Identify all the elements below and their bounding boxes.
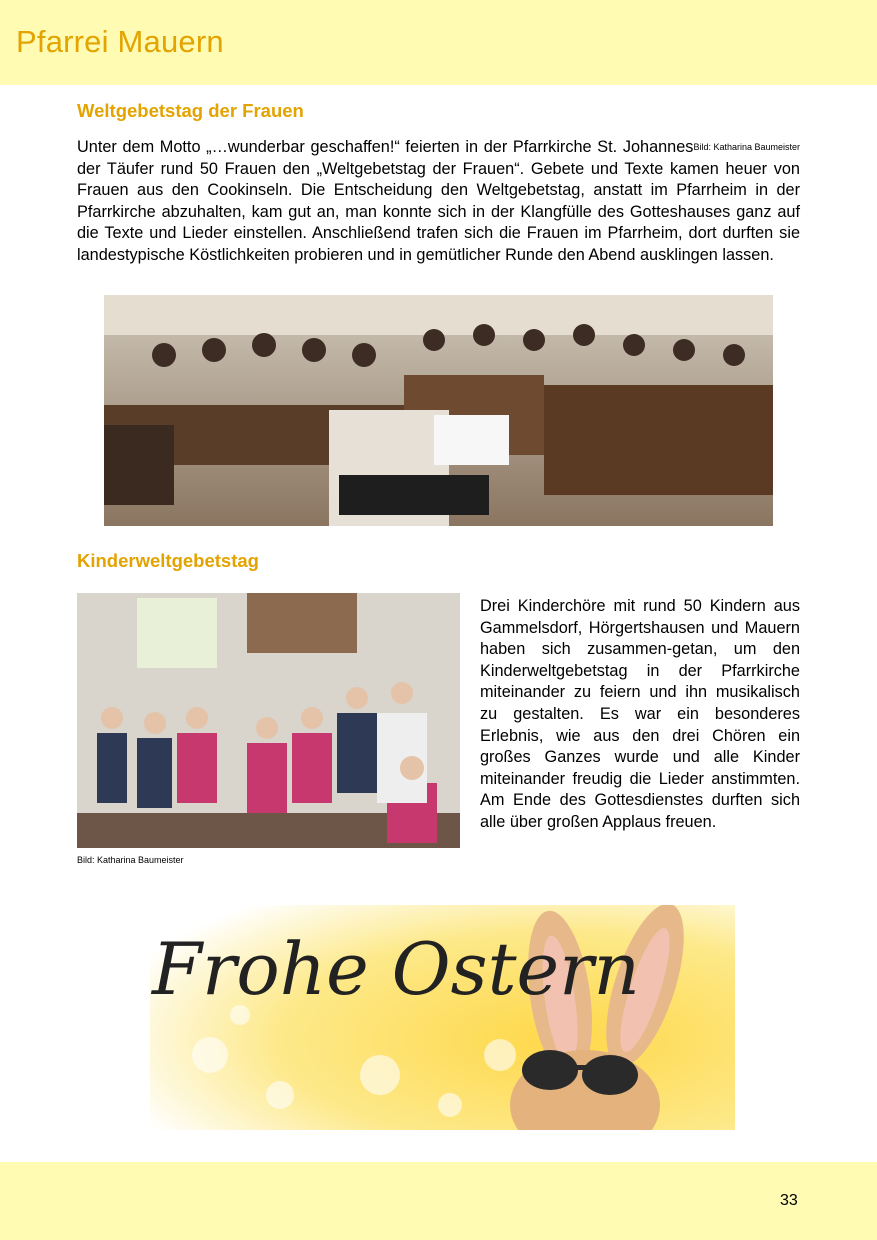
section-text-kinderweltgebetstag: Drei Kinderchöre mit rund 50 Kindern aus Gammelsdorf, Hörgertshausen und Mauern haben sich zusammen-getan, um den Kinderweltgebetstag in der Pfarrkirche miteinander zu feiern und ihn musikalisch zu gestalten. Es war ein besonderes Erlebnis, wie aus den drei Chören ein großes Ganzes wurde und alle Kinder miteinander freudig die Lieder anstimmten. Am Ende des Gottesdienstes durften sich alle über großen Applaus freuen. bbox=[480, 597, 800, 831]
photo-illustration bbox=[77, 593, 460, 848]
section-heading-kinderweltgebetstag: Kinderweltgebetstag bbox=[77, 550, 259, 571]
section-heading-weltgebetstag: Weltgebetstag der Frauen bbox=[77, 100, 304, 121]
church-photo-children bbox=[77, 593, 460, 848]
page-number: 33 bbox=[780, 1192, 798, 1209]
church-photo-women bbox=[104, 295, 773, 526]
photo-credit: Bild: Katharina Baumeister bbox=[77, 855, 184, 865]
easter-greeting-image bbox=[150, 905, 735, 1130]
page-footer bbox=[0, 1162, 877, 1240]
photo-credit: Bild: Katharina Baumeister bbox=[693, 142, 800, 152]
greeting-text: Frohe Ostern bbox=[152, 927, 640, 1011]
section-text-body: Unter dem Motto „…wunderbar geschaffen!“ feierten in der Pfarrkirche St. Johannes der Täufer rund 50 Frauen den „Weltgebetstag der Frauen“. Gebete und Texte kamen heuer von Frauen aus den Cookinseln. Die Entscheidung den Weltgebetstag, anstatt im Pfarrheim in der Pfarrkirche abzuhalten, kam gut an, man konnte sich in der Klangfülle des Gotteshauses ganz auf die Texte und Lieder einstellen. Anschließend trafen sich die Frauen im Pfarrheim, dort durften sie landestypische Köstlichkeiten probieren und in gemütlicher Runde den Abend ausklingen lassen. bbox=[77, 138, 800, 264]
section-text-weltgebetstag bbox=[77, 137, 800, 267]
photo-illustration bbox=[104, 295, 773, 526]
parish-title: Pfarrei Mauern bbox=[16, 24, 224, 59]
page-header bbox=[0, 0, 877, 85]
